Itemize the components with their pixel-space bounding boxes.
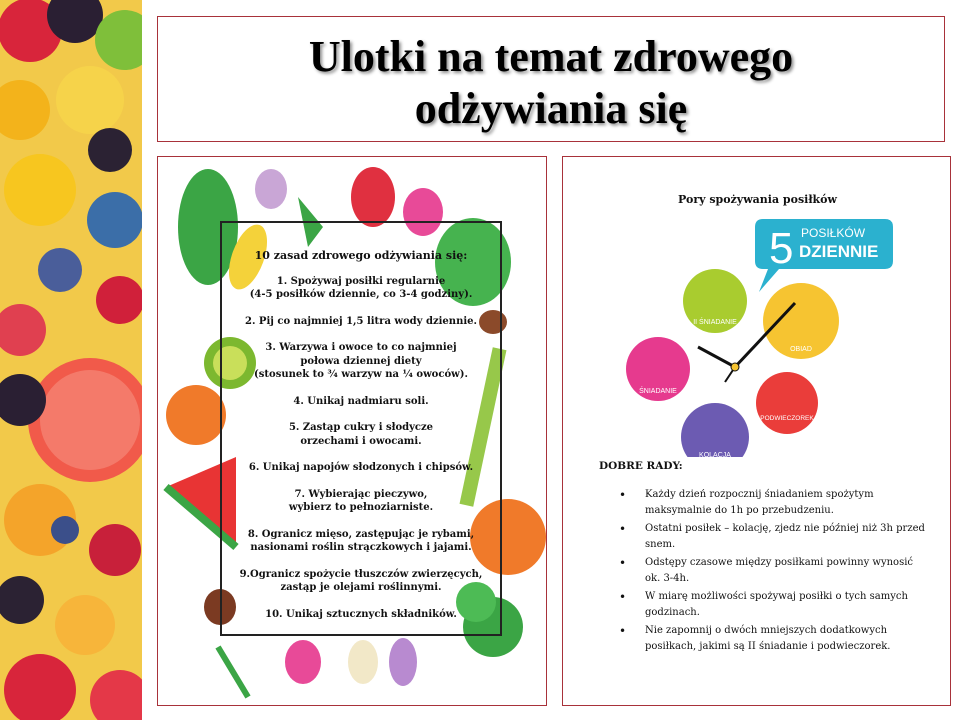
svg-text:PODWIECZOREK: PODWIECZOREK bbox=[760, 415, 814, 422]
rule-item: 6. Unikaj napojów słodzonych i chipsów. bbox=[248, 462, 474, 473]
tips-heading: DOBRE RADY: bbox=[599, 460, 683, 472]
svg-text:OBIAD: OBIAD bbox=[790, 346, 812, 353]
title-line-2: odżywiania się bbox=[414, 84, 688, 133]
blueberry-shape bbox=[51, 516, 79, 544]
rule-item: 3. Warzywa i owoce to co najmniej połowa dziennej diety (stosunek to ¾ warzyw na ¼ owoców). bbox=[254, 342, 468, 380]
radish-shape bbox=[285, 640, 321, 684]
rule-item: 2. Pij co najmniej 1,5 litra wody dziennie. bbox=[245, 315, 477, 327]
svg-text:ŚNIADANIE: ŚNIADANIE bbox=[639, 388, 677, 395]
tips-list bbox=[599, 487, 929, 657]
tip-item: • Ostatni posiłek – kolację, zjedz nie później niż 3h przed snem. bbox=[599, 521, 929, 553]
tip-item: • Każdy dzień rozpocznij śniadaniem spożytym maksymalnie do 1h po przebudzeniu. bbox=[599, 487, 929, 519]
rule-item: 4. Unikaj nadmiaru soli. bbox=[293, 395, 429, 407]
rules-heading: 10 zasad zdrowego odżywiania się: bbox=[254, 249, 468, 262]
strawberry-shape bbox=[351, 167, 395, 227]
rule-item: 5. Zastąp cukry i słodycze orzechami i owocami. bbox=[288, 422, 434, 447]
raspberry-shape bbox=[96, 276, 142, 324]
badge-word-2: DZIENNIE bbox=[799, 242, 879, 261]
pineapple-shape bbox=[56, 66, 124, 134]
herb-shape bbox=[218, 647, 248, 697]
badge-word-1: POSIŁKÓW bbox=[801, 226, 866, 240]
onion-shape bbox=[389, 638, 417, 686]
garlic-shape bbox=[348, 640, 378, 684]
svg-text:II ŚNIADANIE: II ŚNIADANIE bbox=[693, 319, 737, 326]
meal-times-heading: Pory spożywania posiłków bbox=[678, 193, 837, 206]
orange-shape bbox=[166, 385, 226, 445]
tip-item: • Odstępy czasowe między posiłkami powinny wynosić ok. 3-4h. bbox=[599, 555, 929, 587]
meal-afternoon-snack bbox=[756, 372, 818, 434]
svg-text:KOLACJA: KOLACJA bbox=[699, 452, 731, 457]
rule-item: 1. Spożywaj posiłki regularnie (4-5 posiłków dziennie, co 3-4 godziny). bbox=[249, 275, 473, 300]
blackberry-shape bbox=[88, 128, 132, 172]
page-title bbox=[158, 17, 944, 135]
rule-item: 9.Ogranicz spożycie tłuszczów zwierzęcych, zastąp je olejami roślinnymi. bbox=[239, 568, 483, 593]
title-box bbox=[157, 16, 945, 142]
apricot-shape bbox=[55, 595, 115, 655]
leaflet-ten-rules bbox=[157, 156, 547, 706]
rules-text bbox=[230, 249, 492, 634]
meal-dinner bbox=[681, 403, 749, 457]
rule-item: 7. Wybierając pieczywo, wybierz to pełnoziarniste. bbox=[288, 488, 434, 513]
raspberry-shape bbox=[89, 524, 141, 576]
clock-center bbox=[731, 363, 739, 371]
clock-hour-hand bbox=[698, 347, 735, 367]
leaflet-meal-times bbox=[562, 156, 951, 706]
tip-item: • Nie zapomnij o dwóch mniejszych dodatkowych posiłkach, jakimi są II śniadanie i podwieczorek. bbox=[599, 623, 929, 655]
rule-item: 10. Unikaj sztucznych składników. bbox=[265, 608, 457, 620]
badge-number: 5 bbox=[769, 224, 794, 273]
onion-shape bbox=[255, 169, 287, 209]
meal-clock-infographic bbox=[563, 157, 951, 457]
tip-item: • W miarę możliwości spożywaj posiłki o tych samych godzinach. bbox=[599, 589, 929, 621]
blueberry-shape bbox=[38, 248, 82, 292]
fruit-collage-image bbox=[0, 0, 142, 720]
blueberry-shape bbox=[87, 192, 142, 248]
fruit-photo-strip bbox=[0, 0, 142, 720]
rule-item: 8. Ogranicz mięso, zastępując je rybami, nasionami roślin strączkowych i jajami. bbox=[247, 528, 475, 553]
title-line-1: Ulotki na temat zdrowego bbox=[308, 32, 794, 81]
mango-shape bbox=[4, 154, 76, 226]
